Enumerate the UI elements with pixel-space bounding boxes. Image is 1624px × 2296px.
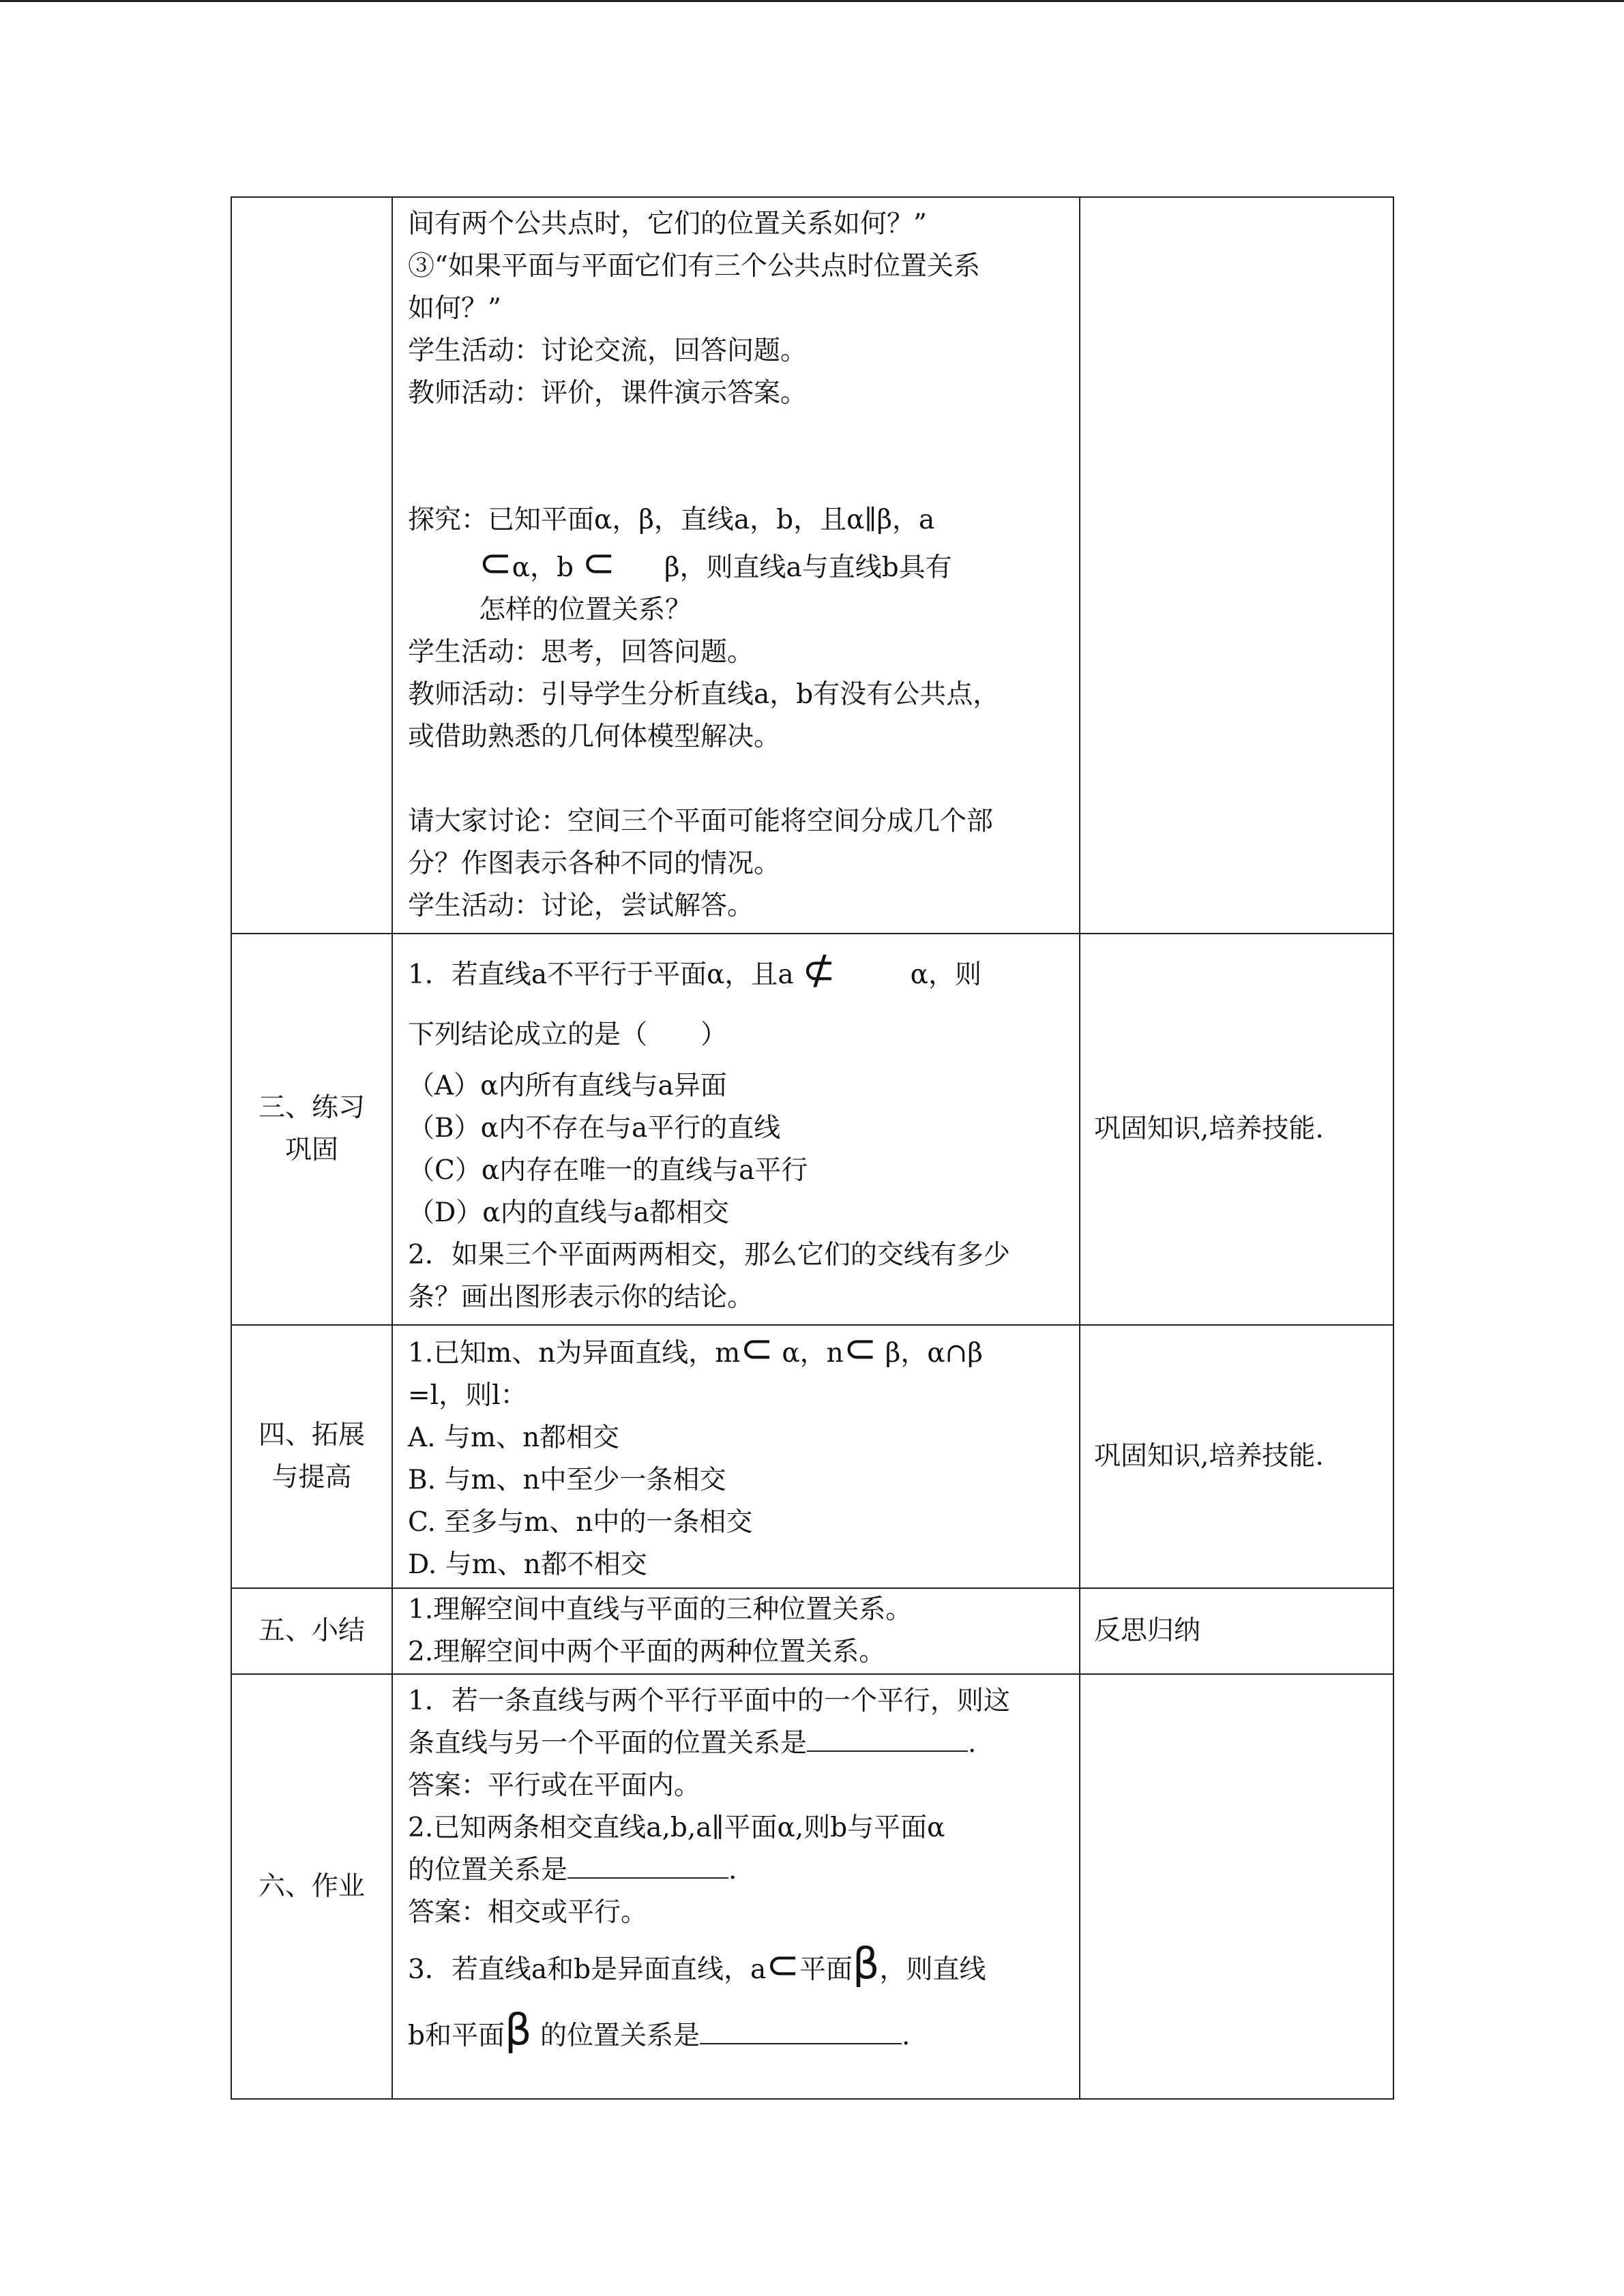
- practice-q1: 1．若直线a不平行于平面α，且a ⊄ α，则: [408, 946, 982, 993]
- explore-line-2: ⊂α，b ⊂ β，则直线a与直线b具有: [479, 539, 952, 586]
- extension-option-a: A. 与m、n都相交: [408, 1422, 620, 1453]
- practice-q1-line2: 下列结论成立的是（ ）: [408, 1019, 728, 1050]
- text-line: ③“如果平面与平面它们有三个公共点时位置关系: [408, 251, 980, 282]
- extension-option-b: B. 与m、n中至少一条相交: [408, 1465, 726, 1495]
- beta-symbol: β: [504, 2005, 532, 2055]
- homework-q2-line1: 2.已知两条相交直线a,b,a∥平面α,则b与平面α: [408, 1813, 945, 1843]
- table-row-extension: [231, 1325, 1393, 1588]
- summary-line-1: 1.理解空间中直线与平面的三种位置关系。: [408, 1594, 913, 1625]
- student-activity-2: 学生活动：思考，回答问题。: [408, 637, 754, 668]
- subset-symbol: ⊂: [843, 1325, 877, 1371]
- text-line: 间有两个公共点时，它们的位置关系如何？”: [408, 209, 927, 239]
- section-cell-empty: [231, 197, 392, 934]
- homework-a2: 答案：相交或平行。: [408, 1897, 648, 1928]
- homework-a1: 答案：平行或在平面内。: [408, 1770, 701, 1801]
- extension-option-d: D. 与m、n都不相交: [408, 1549, 647, 1580]
- option-b: （B）α内不存在与a平行的直线: [408, 1113, 781, 1144]
- section-label-extension: 四、拓展 与提高: [231, 1325, 392, 1588]
- section-label-practice: 三、练习 巩固: [231, 934, 392, 1325]
- text-line: 如何？”: [408, 293, 501, 324]
- answer-blank: [700, 2016, 902, 2044]
- homework-q1-line1: 1．若一条直线与两个平行平面中的一个平行，则这: [408, 1686, 1010, 1716]
- teacher-activity-2a: 教师活动：引导学生分析直线a，b有没有公共点，: [408, 679, 1000, 710]
- homework-q2-line2: 的位置关系是 .: [408, 1849, 1064, 1892]
- student-activity-3: 学生活动：讨论，尝试解答。: [408, 891, 754, 921]
- practice-q2-line1: 2．如果三个平面两两相交，那么它们的交线有多少: [408, 1240, 1010, 1270]
- notes-cell-empty: [1080, 197, 1393, 934]
- notes-extension: 巩固知识,培养技能.: [1080, 1325, 1393, 1588]
- discussion-line-2: 分？作图表示各种不同的情况。: [408, 848, 781, 879]
- homework-q1-line2: 条直线与另一个平面的位置关系是 .: [408, 1723, 1064, 1765]
- student-activity-1: 学生活动：讨论交流，回答问题。: [408, 336, 808, 366]
- section-label-summary: 五、小结: [231, 1588, 392, 1674]
- practice-q2-line2: 条？画出图形表示你的结论。: [408, 1282, 754, 1313]
- teacher-activity-2b: 或借助熟悉的几何体模型解决。: [408, 721, 781, 752]
- section-label-homework: 六、作业: [231, 1674, 392, 2099]
- content-cell: [392, 1588, 1080, 1674]
- subset-symbol: ⊂: [740, 1325, 773, 1371]
- extension-option-c: C. 至多与m、n中的一条相交: [408, 1507, 753, 1538]
- table-row-homework: [231, 1674, 1393, 2099]
- explore-line-3: 怎样的位置关系？: [479, 595, 692, 625]
- option-c: （C）α内存在唯一的直线与a平行: [408, 1155, 808, 1186]
- subset-symbol: ⊂: [582, 539, 615, 586]
- page-top-border: [0, 0, 1624, 2]
- lesson-plan-table: [231, 196, 1394, 2100]
- table-row-summary: [231, 1588, 1393, 1674]
- extension-q-line1: 1.已知m、n为异面直线，m⊂ α，n⊂ β，α∩β: [408, 1325, 983, 1371]
- not-subset-symbol: ⊄: [802, 946, 836, 993]
- subset-symbol: ⊂: [479, 539, 512, 586]
- discussion-line-1: 请大家讨论：空间三个平面可能将空间分成几个部: [408, 806, 994, 837]
- teacher-activity-1: 教师活动：评价，课件演示答案。: [408, 378, 808, 408]
- notes-practice: 巩固知识,培养技能.: [1080, 934, 1393, 1325]
- answer-blank: [807, 1723, 968, 1752]
- notes-cell-empty: [1080, 1674, 1393, 2099]
- content-cell: [392, 1674, 1080, 2099]
- explore-line-1: 探究：已知平面α，β，直线a，b，且α∥β，a: [408, 505, 935, 535]
- subset-symbol: ⊂: [766, 1941, 799, 1988]
- option-d: （D）α内的直线与a都相交: [408, 1197, 729, 1228]
- table-row-practice: [231, 934, 1393, 1325]
- summary-line-2: 2.理解空间中两个平面的两种位置关系。: [408, 1637, 886, 1667]
- extension-q-line2: =l，则l：: [408, 1380, 527, 1411]
- answer-blank: [567, 1850, 728, 1879]
- homework-q3-line2: b和平面β 的位置关系是 .: [408, 2005, 911, 2055]
- content-cell: [392, 1325, 1080, 1588]
- notes-summary: 反思归纳: [1080, 1588, 1393, 1674]
- homework-q3-line1: 3．若直线a和b是异面直线，a⊂平面β，则直线: [408, 1939, 986, 1988]
- content-cell: [392, 197, 1080, 934]
- option-a: （A）α内所有直线与a异面: [408, 1071, 727, 1101]
- table-row-continuation: [231, 197, 1393, 934]
- content-cell: [392, 934, 1080, 1325]
- beta-symbol: β: [852, 1939, 880, 1988]
